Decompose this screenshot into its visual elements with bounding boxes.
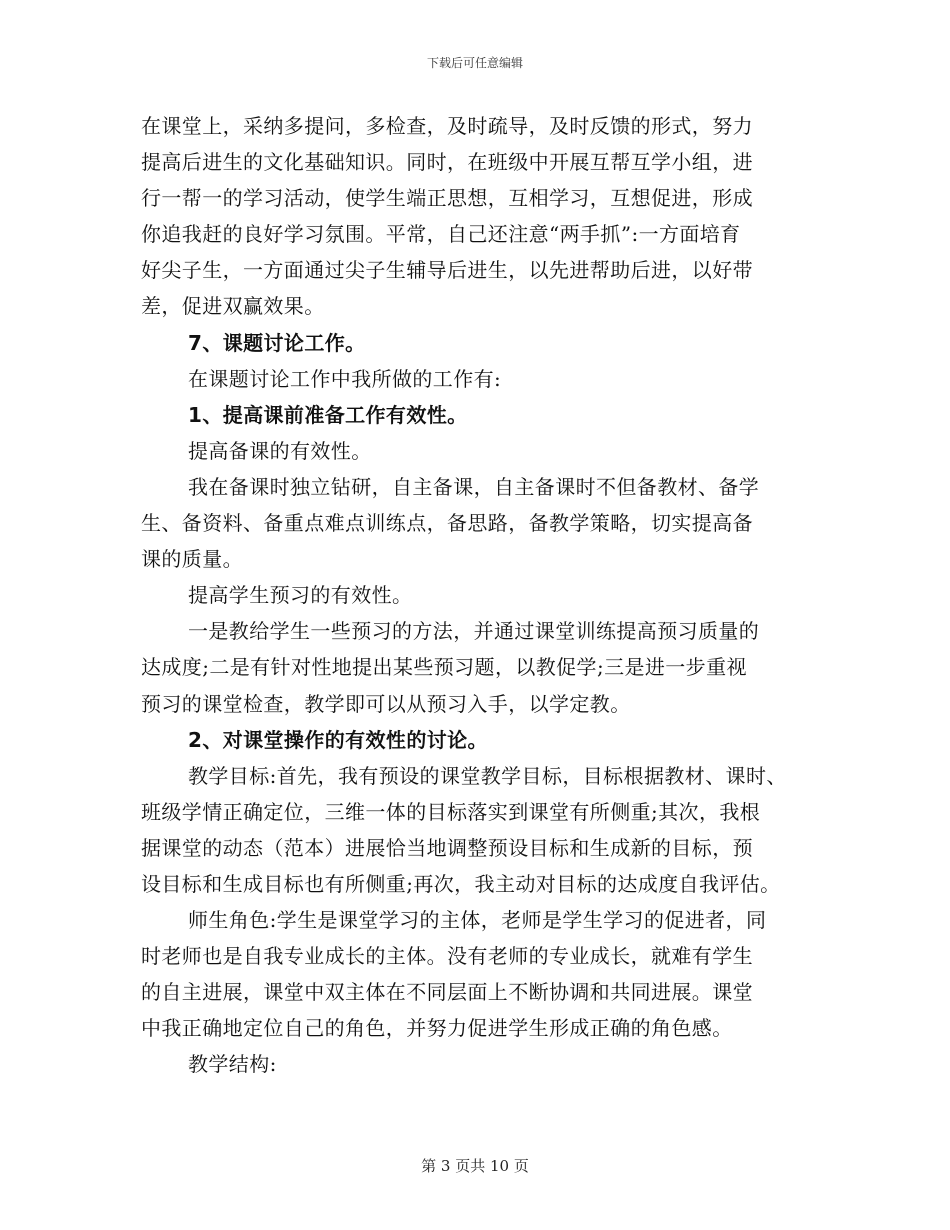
- paragraph-line: 设目标和生成目标也有所侧重;再次，我主动对目标的达成度自我评估。: [141, 871, 781, 896]
- paragraph-line: 行一帮一的学习活动，使学生端正思想，互相学习，互想促进，形成: [141, 186, 753, 211]
- paragraph-line: 提高学生预习的有效性。: [188, 583, 413, 608]
- subsection-heading-2: 2、对课堂操作的有效性的讨论。: [188, 727, 488, 752]
- paragraph-line: 教学目标:首先，我有预设的课堂教学目标，目标根据教材、课时、: [188, 763, 787, 788]
- paragraph-line: 好尖子生，一方面通过尖子生辅导后进生，以先进帮助后进，以好带: [141, 258, 753, 283]
- paragraph-line: 差，促进双赢效果。: [141, 294, 325, 319]
- paragraph-line: 的自主进展，课堂中双主体在不同层面上不断协调和共同进展。课堂: [141, 980, 753, 1005]
- paragraph-line: 我在备课时独立钻研，自主备课，自主备课时不但备教材、备学: [188, 474, 760, 499]
- paragraph-line: 达成度;二是有针对性地提出某些预习题，以教促学;三是进一步重视: [141, 655, 747, 680]
- paragraph-line: 师生角色:学生是课堂学习的主体，老师是学生学习的促进者，同: [188, 908, 767, 933]
- paragraph-line: 提高后进生的文化基础知识。同时，在班级中开展互帮互学小组，进: [141, 150, 753, 175]
- paragraph-line: 生、备资料、备重点难点训练点，备思路，备教学策略，切实提高备: [141, 511, 753, 536]
- page-header: 下载后可任意编辑: [426, 56, 523, 70]
- section-heading-7: 7、课题讨论工作。: [188, 330, 366, 355]
- paragraph-line: 时老师也是自我专业成长的主体。没有老师的专业成长，就难有学生: [141, 944, 753, 969]
- page-footer: 第 3 页共 10 页: [421, 1157, 529, 1175]
- paragraph-line: 教学结构:: [188, 1052, 277, 1077]
- paragraph-line: 中我正确地定位自己的角色，并努力促进学生形成正确的角色感。: [141, 1016, 733, 1041]
- body-text: [141, 108, 831, 1083]
- paragraph-line: 班级学情正确定位，三维一体的目标落实到课堂有所侧重;其次，我根: [141, 799, 761, 824]
- subsection-heading-1: 1、提高课前准备工作有效性。: [188, 402, 468, 427]
- paragraph-line: 提高备课的有效性。: [188, 438, 372, 463]
- paragraph-line: 在课题讨论工作中我所做的工作有:: [188, 366, 502, 391]
- paragraph-line: 据课堂的动态（范本）进展恰当地调整预设目标和生成新的目标，预: [141, 835, 753, 860]
- paragraph-line: 在课堂上，采纳多提问，多检查，及时疏导，及时反馈的形式，努力: [141, 114, 753, 138]
- paragraph-line: 预习的课堂检查，教学即可以从预习入手，以学定教。: [141, 691, 631, 716]
- paragraph-line: 一是教给学生一些预习的方法，并通过课堂训练提高预习质量的: [188, 619, 760, 644]
- paragraph-line: 你追我赶的良好学习氛围。平常，自己还注意“两手抓”:一方面培育: [141, 222, 741, 247]
- paragraph-line: 课的质量。: [141, 547, 243, 572]
